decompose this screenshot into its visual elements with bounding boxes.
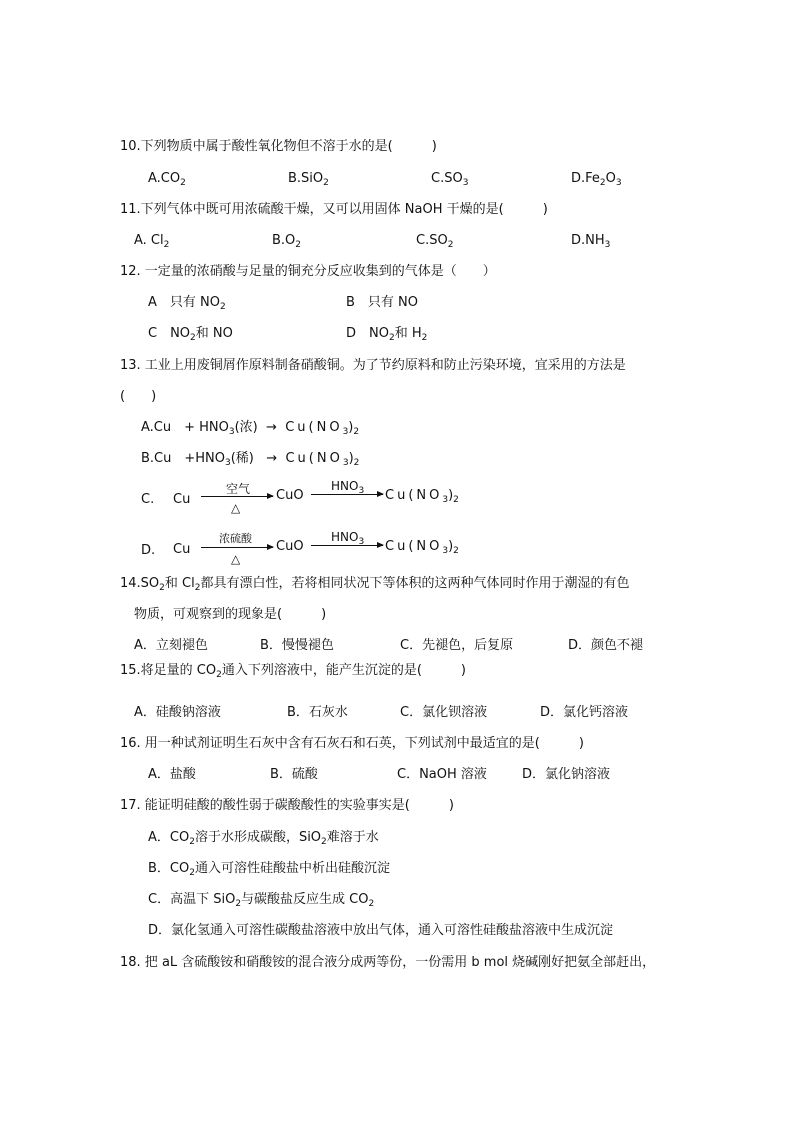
question-13-option-b: B.Cu $+HNO_3$(稀) → $Cu(NO_3)_2$ — [141, 451, 360, 468]
question-13-option-a: A.Cu + $HNO_3$(浓) → $Cu(NO_3)_2$ — [141, 420, 360, 437]
question-15-stem: 15.将足量的 $CO_2$通入下列溶液中，能产生沉淀的是( ) — [120, 663, 467, 680]
question-14-option-d: D．颜色不褪 — [568, 638, 644, 653]
question-12-option-d: D $NO_2$和 $H_2$ — [346, 326, 428, 343]
question-13-answer-paren: ( ) — [120, 389, 157, 404]
question-14-option-c: C．先褪色，后复原 — [400, 638, 514, 653]
option-d-reactant: Cu — [173, 542, 191, 557]
question-10-option-d: $D.Fe_2O_3$ — [571, 171, 622, 188]
option-d-condition-bottom: △ — [231, 552, 241, 566]
question-16-option-a: A．盐酸 — [148, 767, 196, 782]
question-12-option-b: B 只有 NO — [346, 295, 419, 310]
question-17-option-b: B．$CO_2$通入可溶性硅酸盐中析出硅酸沉淀 — [148, 861, 390, 878]
option-d-intermediate: CuO — [276, 539, 304, 554]
question-12-option-c: C $NO_2$和 NO — [148, 326, 233, 343]
question-11-stem: 11.下列气体中既可用浓硫酸干燥，又可以用固体 NaOH 干燥的是( ) — [120, 202, 548, 217]
question-10-stem: 10.下列物质中属于酸性氧化物但不溶于水的是( ) — [120, 139, 437, 154]
question-14-option-b: B．慢慢褪色 — [260, 638, 334, 653]
question-17-stem: 17. 能证明硅酸的酸性弱于碳酸酸性的实验事实是( ) — [120, 798, 454, 813]
option-d-label: D. — [141, 543, 156, 558]
question-17-option-a: A．$CO_2$溶于水形成碳酸，SiO$_2$难溶于水 — [148, 830, 379, 847]
option-d-arrow-2 — [311, 545, 383, 546]
option-c-reagent-top: $HNO_3$ — [331, 479, 365, 496]
question-16-option-b: B．硫酸 — [270, 767, 318, 782]
option-d-reagent-top: $HNO_3$ — [331, 530, 365, 547]
question-16-stem: 16. 用一种试剂证明生石灰中含有石灰石和石英，下列试剂中最适宜的是( ) — [120, 736, 584, 751]
question-15-option-d: D．氯化钙溶液 — [540, 705, 629, 720]
question-15-option-a: A．硅酸钠溶液 — [134, 705, 221, 720]
question-16-option-c: C．NaOH 溶液 — [397, 767, 487, 782]
question-14-option-a: A．立刻褪色 — [134, 638, 208, 653]
question-11-option-c: $C.SO_2$ — [416, 233, 454, 250]
question-12-stem: 12. 一定量的浓硝酸与足量的铜充分反应收集到的气体是（ ） — [120, 264, 496, 279]
option-c-arrow-1 — [201, 496, 273, 497]
option-d-arrow-1 — [201, 547, 273, 548]
question-17-option-c: C．高温下 SiO$_2$与碳酸盐反应生成 $CO_2$ — [148, 892, 375, 909]
question-14-stem: $14.SO_2$和 $Cl_2$都具有漂白性，若将相同状况下等体积的这两种气体同时作用于潮湿的有色 — [120, 576, 630, 593]
question-15-option-b: B．石灰水 — [287, 705, 348, 720]
question-13-stem: 13. 工业上用废铜屑作原料制备硝酸铜。为了节约原料和防止污染环境，宜采用的方法是 — [120, 358, 626, 373]
question-11-option-d: $D.NH_3$ — [571, 233, 611, 250]
question-12-option-a: A 只有 $NO_2$ — [148, 295, 226, 312]
option-c-condition-top: 空气 — [226, 482, 251, 496]
question-18-stem: 18. 把 aL 含硫酸铵和硝酸铵的混合液分成两等份，一份需用 b mol 烧碱刚好把氨全部赶出， — [120, 955, 656, 970]
question-15-option-c: C．氯化钡溶液 — [400, 705, 488, 720]
question-11-option-a: A. $Cl_2$ — [134, 233, 170, 250]
option-c-label: C. — [141, 492, 155, 507]
question-16-option-d: D．氯化钠溶液 — [522, 767, 611, 782]
option-d-product: $Cu(NO_3)_2$ — [385, 539, 459, 556]
question-10-option-c: $C.SO_3$ — [431, 171, 469, 188]
question-11-option-b: $B.O_2$ — [272, 233, 302, 250]
question-10-option-a: $A.CO_2$ — [148, 171, 186, 188]
option-c-intermediate: CuO — [276, 488, 304, 503]
option-c-reactant: Cu — [173, 492, 191, 507]
option-c-arrow-2 — [311, 494, 383, 495]
option-c-product: $Cu(NO_3)_2$ — [385, 488, 459, 505]
question-17-option-d: D．氯化氢通入可溶性碳酸盐溶液中放出气体，通入可溶性硅酸盐溶液中生成沉淀 — [148, 923, 614, 938]
option-d-condition-top: 浓硫酸 — [219, 532, 252, 545]
question-14-stem-line2: 物质，可观察到的现象是( ) — [134, 607, 327, 622]
question-10-option-b: B.SiO$_2$ — [288, 171, 329, 188]
option-c-condition-bottom: △ — [231, 501, 241, 515]
